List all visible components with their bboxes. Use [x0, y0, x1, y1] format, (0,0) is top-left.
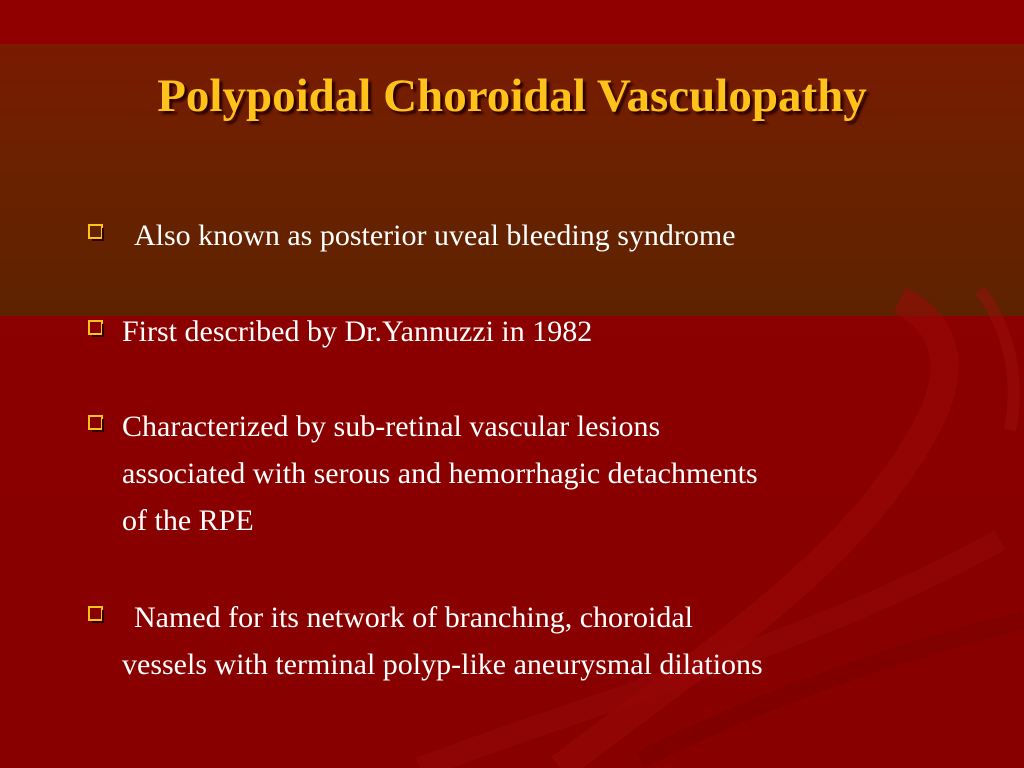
hollow-square-bullet-icon [88, 606, 106, 624]
bullet-item [88, 308, 968, 355]
bullet-text-continued: associated with serous and hemorrhagic detachments [122, 457, 758, 490]
bullet-item [88, 594, 968, 688]
hollow-square-bullet-icon [88, 415, 106, 433]
bullet-text: Also known as posterior uveal bleeding syndrome [134, 219, 736, 252]
bullet-text-continued: of the RPE [122, 504, 254, 537]
slide-title: Polypoidal Choroidal Vasculopathy [157, 70, 867, 122]
bullet-text: First described by Dr.Yannuzzi in 1982 [122, 315, 593, 348]
bullet-text-continued: vessels with terminal polyp-like aneurysmal dilations [122, 648, 763, 681]
bullet-item [88, 212, 968, 259]
hollow-square-bullet-icon [88, 320, 106, 338]
bullet-text: Named for its network of branching, choroidal [134, 601, 693, 634]
hollow-square-bullet-icon [88, 224, 106, 242]
bullet-item [88, 403, 968, 544]
bullet-text: Characterized by sub-retinal vascular lesions [122, 410, 661, 443]
